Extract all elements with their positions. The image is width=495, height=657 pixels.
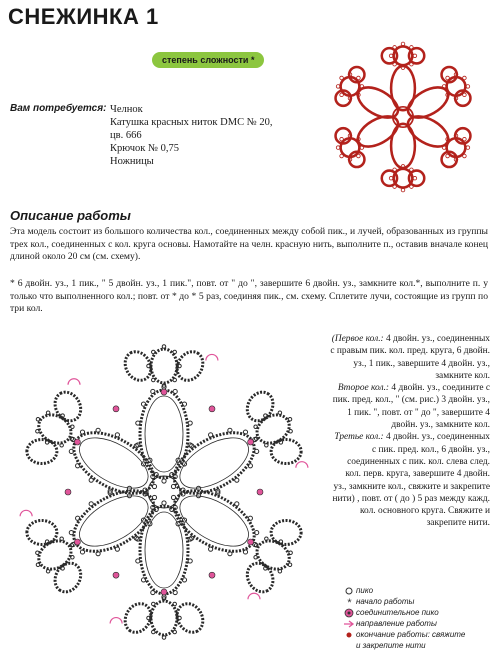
legend-item: направление работы	[342, 618, 492, 629]
difficulty-badge: степень сложности *	[152, 52, 264, 68]
materials-item: Ножницы	[110, 156, 154, 167]
legend-item: соединительное пико	[342, 607, 492, 618]
start-icon	[342, 596, 356, 607]
join-picot-icon	[342, 607, 356, 618]
direction-arrow-icon	[342, 618, 356, 629]
legend-item: окончание работы: свяжите	[342, 629, 492, 640]
round-1-text: 4 двойн. уз., соединенных с правым пик. кол. пред. круга, 6 двойн. уз., 1 пик., завершите 4 двойн. уз., замкните кол.	[330, 334, 490, 381]
description-title: Описание работы	[10, 208, 131, 223]
finish-icon	[342, 629, 356, 640]
description-paragraph-2: * 6 двойн. уз., 1 пик., " 5 двойн. уз., 1 пик.", повт. от " до ", завершите 6 двойн. уз., замкните кол.*, выполните п. у только что выполненного кол.; повт. от * до * 5 раз, соединяя пик., см. схему. Сплетите лучи, состоящие из групп по три кол.	[10, 278, 488, 314]
round-1-label: (Первое кол.:	[331, 334, 384, 344]
picot-icon	[342, 585, 356, 596]
materials-item: Катушка красных ниток DMC № 20,	[110, 117, 273, 128]
round-3-label: Третье кол.:	[334, 432, 384, 443]
svg-text:*: *	[142, 489, 149, 504]
rounds-instructions	[330, 333, 490, 530]
round-3-text: 4 двойн. уз., соединенных с пик. пред. кол., 6 двойн. уз., соединенных с пик. кол. слева след. кол. перв. круга, завершите 4 двойн. уз., замкните кол., свяжите и закрепите нити) , повт. от ( до ) 5 раз между кажд. кол. основного круга. Свяжите и закрепите нити.	[332, 432, 490, 529]
round-2-label: Второе кол.:	[337, 383, 390, 394]
legend-item: и закрепите нити	[356, 641, 426, 650]
legend	[342, 585, 492, 651]
legend-item: пико	[342, 585, 492, 596]
materials-item: цв. 666	[110, 130, 142, 141]
description-paragraph-1: Эта модель состоит из большого количества кол., соединенных между собой пик., и лучей, образованных из группы трех кол., соединенных с кол. круга основы. Намотайте на челн. красную нить, выполните п., оставив вначале конец длиной около 20 см (см. схему).	[10, 226, 488, 262]
materials-label: Вам потребуется:	[10, 103, 107, 114]
materials-item: Челнок	[110, 104, 143, 115]
tatting-scheme-diagram	[0, 328, 328, 656]
legend-item: * начало работы	[342, 596, 492, 607]
materials-item: Крючок № 0,75	[110, 143, 179, 154]
page-title: СНЕЖИНКА 1	[8, 4, 159, 29]
materials-list	[110, 103, 272, 168]
round-2-text: 4 двойн. уз., соедините с пик. пред. кол., " (см. рис.) 3 двойн. уз., 1 пик. ", повт. от " до ", завершите 4 двойн. уз., замкните кол.	[332, 383, 490, 431]
snowflake-photo	[318, 28, 488, 206]
svg-text:*: *	[346, 596, 352, 607]
